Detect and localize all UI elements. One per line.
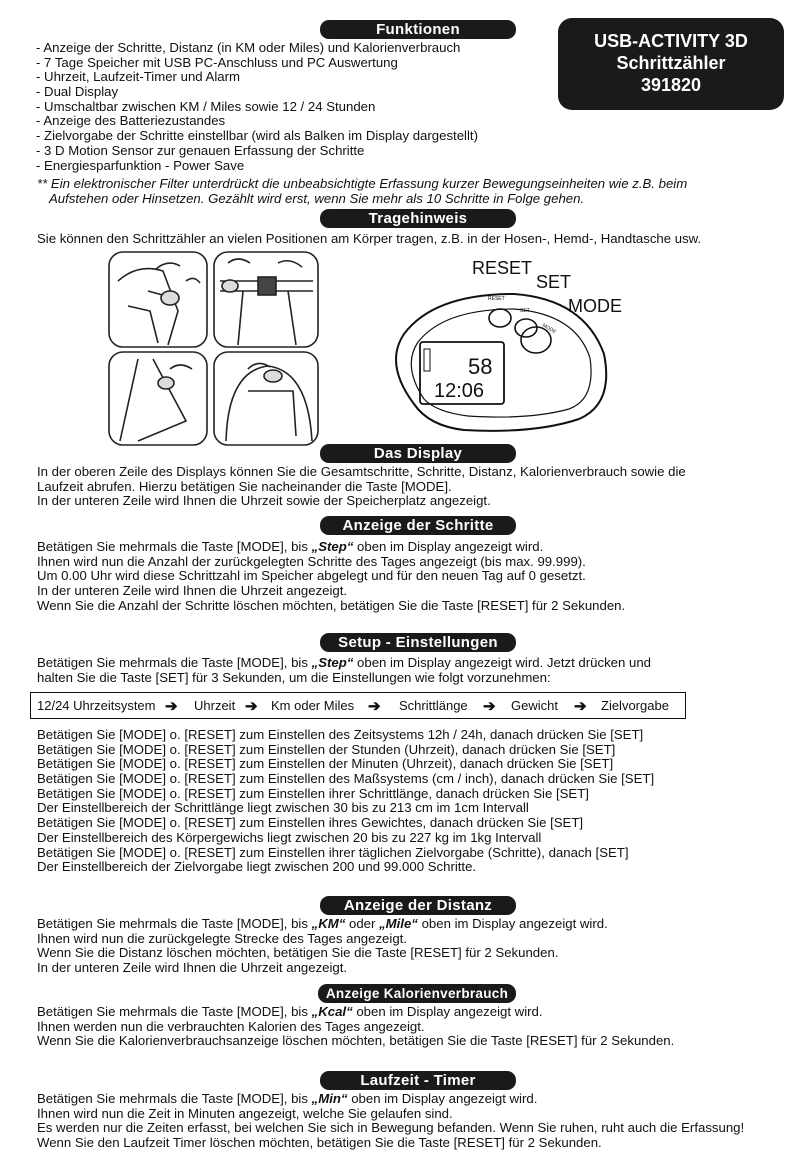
distance-line: Wenn Sie die Distanz löschen möchten, betätigen Sie die Taste [RESET] für 2 Sekunden.: [37, 945, 559, 961]
flow-step: Schrittlänge: [399, 698, 468, 713]
lcd-top-value: 58: [468, 354, 493, 379]
section-heading-kalorien: Anzeige Kalorienverbrauch: [318, 984, 516, 1003]
illustration-shirt-pocket: [109, 252, 207, 347]
section-heading-display: Das Display: [320, 444, 516, 463]
feature-item: - 3 D Motion Sensor zur genauen Erfassung der Schritte: [36, 142, 365, 158]
distance-line: Ihnen wird nun die zurückgelegte Strecke des Tages angezeigt.: [37, 930, 407, 946]
timer-line: Es werden nur die Zeiten erfasst, bei welchen Sie sich in Bewegung befanden. Wenn Sie ruhen, ruht auch die Erfassung!: [37, 1120, 745, 1136]
display-line: In der oberen Zeile des Displays können Sie die Gesamtschritte, Schritte, Distanz, Kalorienverbrauch sowie die: [37, 464, 686, 479]
calorie-line: Betätigen Sie mehrmals die Taste [MODE], bis „Kcal“ oben im Display angezeigt wird.: [37, 1004, 543, 1019]
wearing-illustrations: [108, 251, 322, 447]
timer-line: Wenn Sie den Laufzeit Timer löschen möchten, betätigen Sie die Taste [RESET] für 2 Sekunden.: [37, 1135, 602, 1151]
display-line: In der unteren Zeile wird Ihnen die Uhrzeit sowie der Speicherplatz angezeigt.: [37, 493, 491, 509]
section-heading-laufzeit: Laufzeit - Timer: [320, 1071, 516, 1090]
timer-text: [37, 1092, 744, 1151]
display-line: Laufzeit abrufen. Hierzu betätigen Sie nacheinander die Taste [MODE].: [37, 478, 452, 494]
steps-line: Um 0.00 Uhr wird diese Schrittzahl im Speicher abgelegt und für den neuen Tag auf 0 gesetzt.: [37, 568, 586, 584]
setup-step-line: Der Einstellbereich der Zielvorgabe liegt zwischen 200 und 99.000 Schritte.: [37, 859, 477, 875]
setup-step-line: Betätigen Sie [MODE] o. [RESET] zum Einstellen des Maßsystems (cm / inch), danach drücken Sie [SET]: [37, 771, 655, 787]
illustration-belt: [214, 252, 318, 347]
steps-line: Betätigen Sie mehrmals die Taste [MODE], bis „Step“ oben im Display angezeigt wird.: [37, 539, 544, 554]
section-heading-schritte: Anzeige der Schritte: [320, 516, 516, 535]
calorie-line: Ihnen werden nun die verbrauchten Kalorien des Tages angezeigt.: [37, 1018, 425, 1034]
feature-item: - Anzeige der Schritte, Distanz (in KM oder Miles) und Kalorienverbrauch: [36, 40, 461, 55]
arrow-right-icon: ➔: [245, 698, 258, 715]
feature-item: - Zielvorgabe der Schritte einstellbar (wird als Balken im Display dargestellt): [36, 128, 478, 144]
setup-step-line: Betätigen Sie [MODE] o. [RESET] zum Einstellen ihrer täglichen Zielvorgabe (Schritte), danach [SET]: [37, 844, 629, 860]
wear-text: Sie können den Schrittzähler an vielen Positionen am Körper tragen, z.B. in der Hosen-, Hemd-, Handtasche usw.: [37, 231, 702, 246]
calorie-text: [37, 1005, 674, 1049]
setup-step-line: Betätigen Sie [MODE] o. [RESET] zum Einstellen des Zeitsystems 12h / 24h, danach drücken Sie [SET]: [37, 727, 644, 742]
reset-label: RESET: [472, 258, 533, 278]
product-number: 391820: [640, 75, 702, 95]
features-list: [36, 41, 478, 173]
setup-line: Betätigen Sie mehrmals die Taste [MODE], bis „Step“ oben im Display angezeigt wird. Jetzt drücken und: [37, 655, 651, 670]
feature-item: - Uhrzeit, Laufzeit-Timer und Alarm: [36, 69, 240, 85]
setup-step-line: Der Einstellbereich der Schrittlänge liegt zwischen 30 bis zu 213 cm im 1cm Intervall: [37, 800, 529, 816]
steps-line: Ihnen wird nun die Anzahl der zurückgelegten Schritte des Tages angezeigt (bis max. 99.999).: [37, 553, 586, 569]
device-body: [396, 294, 606, 431]
product-type: Schrittzähler: [616, 53, 726, 73]
flow-step: Gewicht: [511, 698, 558, 713]
setup-step-line: Betätigen Sie [MODE] o. [RESET] zum Einstellen ihrer Schrittlänge, danach drücken Sie [SET]: [37, 785, 589, 801]
pedometer-device-drawing: [384, 254, 634, 439]
setup-line: halten Sie die Taste [SET] für 3 Sekunden, um die Einstellungen wie folgt vorzunehmen:: [37, 669, 551, 685]
section-heading-tragehinweis: Tragehinweis: [320, 209, 516, 228]
setup-step-line: Betätigen Sie [MODE] o. [RESET] zum Einstellen der Minuten (Uhrzeit), danach drücken Sie [SET]: [37, 756, 614, 772]
reset-small-label: RESET: [488, 296, 505, 302]
arrow-right-icon: ➔: [483, 698, 496, 715]
arrow-right-icon: ➔: [165, 698, 178, 715]
section-heading-funktionen: Funktionen: [320, 20, 516, 39]
section-heading-setup: Setup - Einstellungen: [320, 633, 516, 652]
setup-intro: [37, 656, 651, 685]
distance-text: [37, 917, 608, 976]
set-button[interactable]: [515, 319, 537, 337]
feature-item: - Dual Display: [36, 84, 119, 100]
feature-item: - 7 Tage Speicher mit USB PC-Anschluss und PC Auswertung: [36, 54, 398, 70]
product-title-box: [558, 18, 784, 110]
set-label: SET: [536, 272, 572, 292]
timer-line: Betätigen Sie mehrmals die Taste [MODE], bis „Min“ oben im Display angezeigt wird.: [37, 1091, 538, 1106]
setup-steps: [37, 728, 654, 875]
flow-step: Zielvorgabe: [601, 698, 669, 713]
arrow-right-icon: ➔: [368, 698, 381, 715]
distance-line: Betätigen Sie mehrmals die Taste [MODE], bis „KM“ oder „Mile“ oben im Display angezeigt wird.: [37, 916, 608, 931]
section-heading-distanz: Anzeige der Distanz: [320, 896, 516, 915]
feature-item: - Anzeige des Batteriezustandes: [36, 113, 226, 129]
steps-line: In der unteren Zeile wird Ihnen die Uhrzeit angezeigt.: [37, 583, 348, 599]
display-text: [37, 465, 686, 509]
lcd-time: 12:06: [434, 380, 485, 402]
calorie-line: Wenn Sie die Kalorienverbrauchsanzeige löschen möchten, betätigen Sie die Taste [RESET] für 2 Sekunden.: [37, 1033, 675, 1049]
timer-line: Ihnen wird nun die Zeit in Minuten angezeigt, welche Sie gelaufen sind.: [37, 1105, 453, 1121]
illustration-handbag: [109, 352, 207, 445]
product-name: USB-ACTIVITY 3D: [594, 31, 748, 51]
flow-step: 12/24 Uhrzeitsystem: [37, 698, 156, 713]
arrow-right-icon: ➔: [574, 698, 587, 715]
distance-line: In der unteren Zeile wird Ihnen die Uhrzeit angezeigt.: [37, 960, 348, 976]
mode-small-label: MODE: [541, 322, 557, 336]
set-small-label: SET: [520, 308, 530, 314]
flow-step: Uhrzeit: [194, 698, 236, 713]
steps-text: [37, 540, 625, 613]
setup-step-line: Der Einstellbereich des Körpergewichs liegt zwischen 20 bis zu 227 kg im 1kg Intervall: [37, 829, 542, 845]
reset-button[interactable]: [489, 309, 511, 327]
filter-note-line1: ** Ein elektronischer Filter unterdrückt die unbeabsichtigte Erfassung kurzer Bewegungseinheiten wie z.B. beim: [37, 176, 688, 191]
steps-line: Wenn Sie die Anzahl der Schritte löschen möchten, betätigen Sie die Taste [RESET] für 2 Sekunden.: [37, 597, 626, 613]
flow-step: Km oder Miles: [271, 698, 355, 713]
feature-item: - Umschaltbar zwischen KM / Miles sowie 12 / 24 Stunden: [36, 98, 376, 114]
filter-note-line2: Aufstehen oder Hinsetzen. Gezählt wird erst, wenn Sie mehr als 10 Schritte in Folge gehen.: [49, 191, 585, 206]
setup-step-line: Betätigen Sie [MODE] o. [RESET] zum Einstellen ihres Gewichtes, danach drücken Sie [SET]: [37, 815, 584, 831]
feature-item: - Energiesparfunktion - Power Save: [36, 157, 245, 173]
mode-label: MODE: [568, 296, 622, 316]
setup-step-line: Betätigen Sie [MODE] o. [RESET] zum Einstellen der Stunden (Uhrzeit), danach drücken Sie [SET]: [37, 741, 616, 757]
setup-flow-box: [30, 692, 686, 719]
